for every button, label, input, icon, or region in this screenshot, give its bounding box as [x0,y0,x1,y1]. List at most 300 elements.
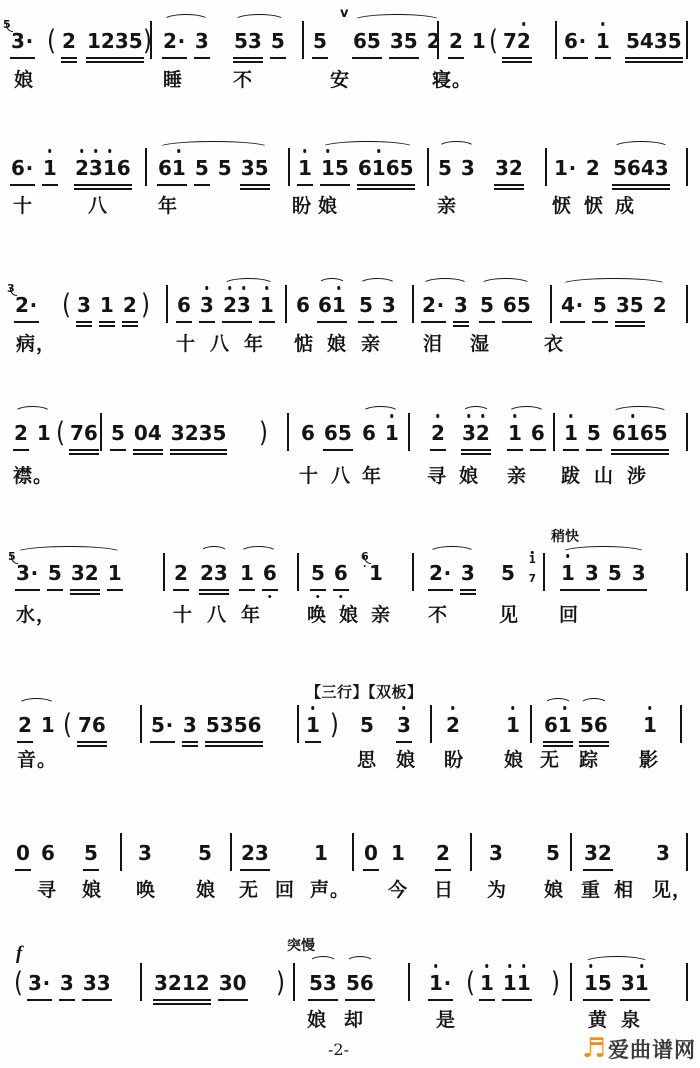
beam-group [40,712,56,741]
note-group [141,25,154,57]
beam-group [560,560,600,591]
note-group [655,840,671,869]
note: 3 [615,293,630,317]
lyric-syllable: 回 [559,605,580,626]
note: 6 [530,421,545,445]
lyric-syllable: 唤 [307,605,328,626]
beam-group [320,155,350,186]
note: 1 [36,421,51,445]
lyric-syllable: 踪 [579,750,600,771]
beam-group [655,840,671,869]
note-group [428,970,453,1001]
lyric-syllable: 安 [330,70,351,91]
lyric-syllable: 娘 [396,750,417,771]
note: 3 [218,971,233,995]
note: 5 [212,421,227,445]
lyric-syllable: 襟。 [13,466,54,487]
beam-group [60,289,73,321]
beam-group [502,28,532,59]
beam-group [162,28,187,59]
beam-group [488,840,504,869]
lyric-syllable: 娘 [307,1010,328,1031]
note: 2 [431,421,445,445]
beam-group [99,292,115,323]
note: 3 [620,971,635,995]
tempo-marking: 稍快 [551,530,579,545]
barline [412,553,414,591]
beam-group [312,28,328,59]
note: 2 [508,156,523,180]
note: 3 [397,713,411,737]
note: 5 [580,713,594,737]
note: 3 [138,841,152,865]
note-group [563,28,611,59]
note-group [305,709,341,743]
note: 1 [314,841,328,865]
note: 5 [629,293,644,317]
beam-group [239,560,255,591]
note-group [297,155,313,186]
barline [686,833,688,871]
note: 5 [366,29,381,53]
beam-group [479,970,495,1001]
note: 5 [337,421,352,445]
barline [680,705,682,743]
augmentation-dot: · [25,156,34,180]
beam-group [607,560,647,591]
lyric-syllable: 娘 [327,334,348,355]
note: 6 [544,713,558,737]
beam-group [479,292,495,323]
note: 2 [585,156,600,180]
note: 3 [219,713,234,737]
note: 6 [11,156,25,180]
note-group [553,155,601,184]
note: 3 [70,561,85,585]
lyric-syllable: 成 [615,196,636,217]
beam-group [173,560,189,591]
lyric-syllable: 黄 [588,1010,609,1031]
note-group [507,420,546,451]
beam-group [194,28,210,59]
beam-group [182,712,198,743]
note: 5 [501,561,515,585]
beam-group [70,560,100,591]
note: 6 [116,156,131,180]
note-group [488,840,504,869]
note: 6 [318,293,332,317]
grace-row [529,567,536,586]
barline [686,413,688,451]
note-group [240,840,270,871]
note-group [352,28,442,59]
beam-group [222,292,252,323]
beam-group [199,292,215,323]
breath-mark: v [340,6,349,21]
parenthesis: ( [56,417,65,449]
note-group [312,28,328,59]
note: 3 [489,841,503,865]
note: 6 [323,421,338,445]
note-group [12,967,25,999]
parenthesis: ) [329,709,339,741]
beam-group [76,292,92,323]
note-group [579,712,609,743]
barline [408,963,410,1001]
beam-group [36,420,52,449]
barline [297,553,299,591]
note: 1 [508,421,522,445]
beam-group [396,712,412,743]
barline [570,963,572,1001]
beam-group [494,155,524,186]
lyric-syllable: 不 [233,70,254,91]
note-group [77,712,107,743]
note-group [363,840,379,871]
note: 3 [656,841,670,865]
beam-group [110,420,126,451]
beam-group [170,420,228,451]
note: 5 [667,29,682,53]
note-group [461,420,491,451]
note: 5 [233,713,248,737]
beam-group [308,970,338,1001]
beam-group [453,292,469,323]
note: 6 [41,841,55,865]
note: 5 [254,156,269,180]
note-group [487,25,500,57]
note-group [361,550,384,589]
note: 6 [593,713,608,737]
dynamic-marking: f [16,943,23,964]
beam-group [218,970,248,1001]
beam-group [45,25,58,57]
note: 3 [199,293,214,317]
note: 6 [612,421,626,445]
lyric-syllable: 八 [207,605,228,626]
note: 2 [200,561,214,585]
note-group [505,712,521,741]
note: 2 [446,713,460,737]
barline [302,21,304,59]
beam-group [530,420,546,451]
beam-group [257,417,270,449]
parenthesis: ) [259,417,268,449]
note: 3 [198,421,213,445]
beam-group [40,840,56,869]
beam-group [83,840,99,871]
note: 6 [91,713,106,737]
note: 5 [438,156,452,180]
note: 1 [643,713,657,737]
note-group [17,712,56,743]
beam-group [27,970,52,1001]
parenthesis: ( [62,289,71,321]
barline [553,413,555,451]
beam-group [612,155,670,186]
grace-row [529,548,536,567]
lyric-syllable: 跋 [561,466,582,487]
beam-group [300,420,316,449]
lyric-syllable: 为 [487,880,508,901]
barline [686,553,688,591]
note: 5 [198,841,212,865]
note: 3 [462,421,476,445]
beam-group [583,840,613,871]
note: 7 [503,29,517,53]
parenthesis: ( [47,25,56,57]
lyric-syllable: 重 [581,880,602,901]
lyric-syllable: 恹 [584,196,605,217]
note: 1 [306,713,320,737]
note: 6 [83,421,98,445]
augmentation-dot: · [25,29,34,53]
lyric-syllable: 声。 [310,880,351,901]
note: 6 [361,550,369,563]
note: 3 [236,293,251,317]
note-group [27,970,112,1001]
beam-group [333,560,349,591]
lyric-syllable: 湿 [470,334,491,355]
beam-group [560,292,585,323]
note: 2 [18,713,32,737]
beam-group [368,560,384,589]
note-group [150,712,263,743]
note: 1 [181,971,196,995]
note: 1 [87,29,101,53]
note: 2 [436,841,450,865]
note: 3 [389,29,404,53]
note: 2 [75,156,89,180]
note: 3 [154,971,168,995]
beam-group [13,420,29,451]
beam-group [10,155,35,186]
note: 1 [298,156,312,180]
parenthesis: ( [489,25,498,57]
note-group [560,560,647,591]
note: 1 [42,156,57,180]
note: 1 [371,156,386,180]
barline [470,833,472,871]
lyric-syllable: 泉 [621,1010,642,1031]
note: 4 [561,293,575,317]
lyric-syllable: 寻 [427,466,448,487]
note: 3 [77,293,91,317]
note: 1 [584,971,598,995]
note-group [86,28,144,59]
lyric-syllable: 娘 [196,880,217,901]
note-group [448,28,487,59]
lyric-syllable: 亲 [361,334,382,355]
note: 4 [639,29,654,53]
note-group [583,970,650,1001]
lyric-syllable: 恹 [552,196,573,217]
note-group [257,417,270,449]
note: 5 [613,156,627,180]
note: 5 [592,293,607,317]
beam-group [194,155,210,186]
lyric-syllable: 音。 [17,750,58,771]
note: 3 [322,971,337,995]
beam-group [500,560,516,589]
beam-group [205,712,263,743]
lyric-syllable: 日 [434,880,455,901]
note: 4 [640,156,655,180]
beam-group [270,28,286,59]
beam-group [502,970,532,1001]
lyric-syllable: 今 [388,880,409,901]
note-group [317,292,347,323]
note: 5 [313,29,327,53]
note: 6 [639,421,654,445]
barline [570,833,572,871]
barline [100,413,102,451]
note-group [502,28,532,59]
beam-group [259,292,275,323]
beam-group [448,28,464,59]
beam-group [460,560,476,591]
augmentation-dot: · [568,156,577,180]
beam-group [611,420,669,451]
note: 2 [62,29,76,53]
note-group [15,840,31,871]
beam-group [12,967,25,999]
beam-group [389,28,419,59]
section-marker: 【三行】【双板】 [306,685,423,701]
barline [288,148,290,186]
beam-group [583,970,613,1001]
lyric-syllable: 却 [344,1010,365,1031]
lyric-syllable: 睡 [163,70,184,91]
note: 2 [429,561,443,585]
beam-group [317,292,347,323]
beam-group [428,970,453,1001]
note: 1 [321,156,335,180]
note-group [239,560,278,591]
note: 1 [429,971,443,995]
note-group [7,282,39,323]
beam-group [620,970,650,1001]
lyric-syllable: 八 [88,196,109,217]
note: 1 [107,561,122,585]
note: 4 [147,421,162,445]
note: 1 [625,421,640,445]
beam-group [10,28,35,59]
note-group [545,840,561,869]
note: 1 [40,713,55,737]
note-group [8,550,123,591]
note-group [233,28,286,59]
beam-group [139,289,152,321]
note: 6 [262,561,277,585]
beam-group [642,712,658,741]
note-group [110,420,227,451]
beam-group [445,712,461,741]
beam-group [15,840,31,871]
augmentation-dot: · [436,293,445,317]
lyric-syllable: 寻 [37,880,58,901]
note: 3 [82,971,97,995]
augmentation-dot: · [443,561,452,585]
beam-group [592,292,608,323]
note-group [612,155,670,186]
beam-group [359,712,375,741]
beam-group [137,840,153,869]
note: 6 [626,156,641,180]
note: 5 [128,29,143,53]
note: 2 [15,293,29,317]
note: 5 [516,293,531,317]
note-group [435,840,451,871]
beam-group [150,712,175,743]
note: 0 [16,841,30,865]
note: 1 [102,156,117,180]
beam-group [579,712,609,743]
note: 6 [502,293,517,317]
note: 3 [247,29,262,53]
lyric-syllable: 是 [436,1010,457,1031]
note-group [69,420,99,451]
beam-group [61,709,74,741]
barline [145,148,147,186]
barline [140,705,142,743]
note: 1 [240,561,254,585]
barline [166,285,168,323]
note: 2 [84,561,99,585]
note: 2 [174,561,188,585]
beam-group [471,28,487,57]
note: 3 [7,282,15,295]
note-group [157,155,270,186]
note-group [13,420,52,451]
beam-group [615,292,645,323]
lyric-syllable: 唤 [136,880,157,901]
beam-group [426,28,442,57]
note-group [139,289,152,321]
augmentation-dot: · [29,293,38,317]
note: 1 [634,971,649,995]
note-group [40,840,56,869]
lyric-syllable: 惦 [294,334,315,355]
note-group [625,28,683,59]
note: 2 [14,421,28,445]
note: 2 [223,293,237,317]
beam-group [461,420,491,451]
lyric-syllable: 见， [652,880,693,901]
barline [550,285,552,323]
augmentation-dot: · [165,713,174,737]
beam-group [199,560,229,591]
note: 5 [586,421,601,445]
note: 1 [564,421,578,445]
beam-group [586,420,602,451]
note: 3 [16,561,30,585]
barline [297,705,299,743]
note-group [162,28,210,59]
lyric-syllable: 娘 [318,196,339,217]
note-group [359,712,375,741]
note: 6 [333,561,348,585]
lyric-syllable: 娘 [459,466,480,487]
note-group [361,420,400,449]
parenthesis: ) [143,25,152,57]
beam-group [437,155,453,184]
note-group [549,967,562,999]
note: 5 [403,29,418,53]
lyric-syllable: 病， [16,334,57,355]
note-group [45,25,58,57]
barline [430,705,432,743]
